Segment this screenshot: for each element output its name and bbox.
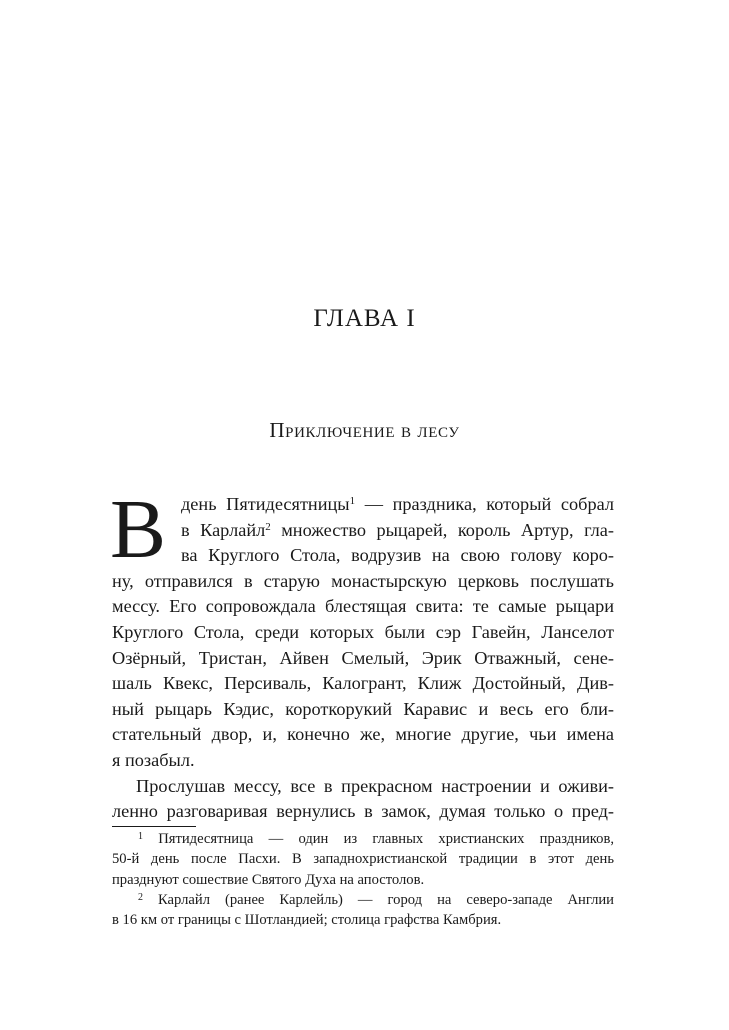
text-line: ва Круглого Стола, водрузив на свою голову коро- (181, 545, 614, 566)
footnote-2-line (112, 890, 614, 910)
text-line: шаль Квекс, Персиваль, Калогрант, Клиж Достойный, Див- (112, 673, 614, 694)
text-line: стательный двор, и, конечно же, многие другие, чьи имена (112, 724, 614, 745)
text-line (112, 518, 614, 544)
footnote-1-line (112, 829, 614, 849)
text-line: ленно разговаривая вернулись в замок, думая только о пред- (112, 801, 614, 822)
text-fragment: день Пятидесятницы (181, 494, 350, 514)
footnotes (112, 829, 614, 930)
text-fragment: — праздника, который собрал (355, 494, 614, 514)
text-line (112, 492, 614, 518)
text-line: Прослушав мессу, все в прекрасном настроении и оживи- (136, 775, 614, 796)
chapter-subtitle: Приключение в лесу (269, 418, 460, 442)
footnote-text: Пятидесятница — один из главных христианских праздников, (143, 831, 614, 847)
footnote-ref-1[interactable]: 1 (349, 495, 356, 507)
chapter-title: ГЛАВА I (313, 305, 416, 332)
footnote-1-line: празднуют сошествие Святого Духа на апостолов. (112, 871, 425, 888)
text-line: Круглого Стола, среди которых были сэр Гавейн, Ланселот (112, 621, 614, 642)
text-line: ный рыцарь Кэдис, короткорукий Каравис и весь его бли- (112, 698, 614, 719)
text-fragment: множество рыцарей, король Артур, гла- (270, 519, 615, 540)
text-line: Озёрный, Тристан, Айвен Смелый, Эрик Отважный, сене- (112, 647, 614, 668)
footnote-separator (112, 826, 196, 827)
text-line: ну, отправился в старую монастырскую церковь послушать (112, 570, 614, 591)
drop-cap: В (110, 483, 167, 576)
main-text (110, 483, 615, 825)
text-line: мессу. Его сопровождала блестящая свита: те самые рыцари (112, 596, 614, 617)
footnote-ref-2[interactable]: 2 (265, 520, 271, 533)
footnote-number: 2 (138, 891, 143, 903)
footnote-number: 1 (138, 831, 143, 842)
text-line: я позабыл. (112, 749, 195, 770)
footnote-1-line: 50-й день после Пасхи. В западнохристианской традиции в этот день (112, 851, 614, 868)
text-fragment: в Карлайл (181, 519, 266, 540)
footnote-2-line: в 16 км от границы с Шотландией; столица графства Камбрия. (112, 912, 502, 929)
footnote-text: Карлайл (ранее Карлейль) — город на северо-западе Англии (143, 891, 614, 908)
